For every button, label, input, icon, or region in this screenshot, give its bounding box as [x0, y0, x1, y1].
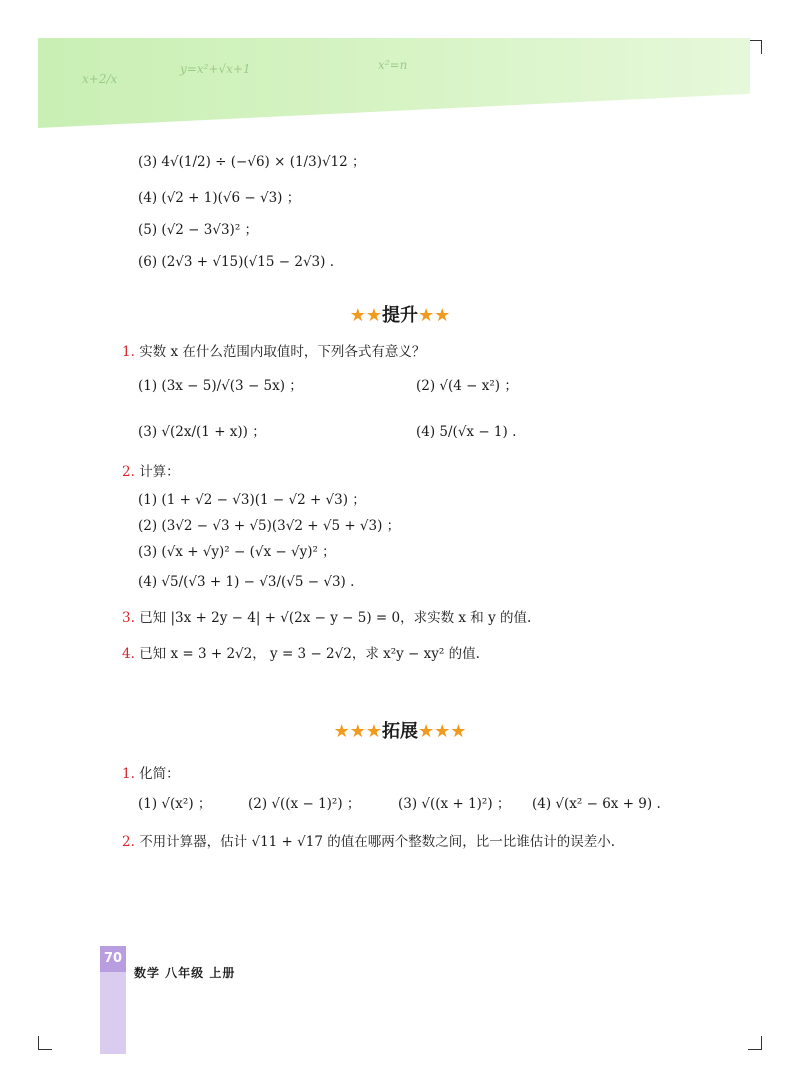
- crop-mark-bottom-right: [748, 1036, 762, 1050]
- exercise-item: (6) (2√3 + √15)(√15 − 2√3) .: [138, 254, 334, 270]
- question-item: (4) 5/(√x − 1) .: [416, 424, 517, 440]
- question-4: 4. 已知 x = 3 + 2√2， y = 3 − 2√2，求 x²y − xy² 的值.: [122, 646, 480, 662]
- question-1: 1. 实数 x 在什么范围内取值时，下列各式有意义？: [122, 344, 426, 360]
- question-item: (2) √(4 − x²) ；: [416, 378, 518, 394]
- question-3: 3. 已知 |3x + 2y − 4| + √(2x − y − 5) = 0，求实数 x 和 y 的值.: [122, 610, 532, 626]
- star-icon: ★★★: [418, 721, 467, 742]
- section-title-tuozhan: ★★★拓展★★★: [333, 721, 467, 742]
- star-icon: ★★★: [333, 721, 382, 742]
- exercise-item: (3) 4√(1/2) ÷ (−√6) × (1/3)√12 ；: [138, 154, 366, 170]
- question-2: 2. 计算：: [122, 464, 180, 480]
- question-item: (1) (3x − 5)/√(3 − 5x) ；: [138, 378, 303, 394]
- question-item: (3) (√x + √y)² − (√x − √y)² ；: [138, 544, 336, 560]
- question-item: (2) (3√2 − √3 + √5)(3√2 + √5 + √3) ；: [138, 518, 401, 534]
- page-number: 70: [100, 946, 126, 972]
- question-item: (1) (1 + √2 − √3)(1 − √2 + √3) ；: [138, 492, 366, 508]
- banner-decoration: x+2/x: [82, 72, 118, 86]
- crop-mark-bottom-left: [38, 1036, 52, 1050]
- question-item: (2) √((x − 1)²) ；: [248, 796, 361, 812]
- header-banner: [38, 38, 750, 128]
- star-icon: ★★: [349, 305, 382, 326]
- question-item: (1) √(x²) ；: [138, 796, 212, 812]
- crop-mark-top-right: [748, 40, 762, 54]
- star-icon: ★★: [418, 305, 451, 326]
- book-title: 数学 八年级 上册: [134, 966, 236, 980]
- question-item: (4) √(x² − 6x + 9) .: [532, 796, 661, 812]
- question-item: (3) √(2x/(1 + x)) ；: [138, 424, 266, 440]
- question-1: 1. 化简：: [122, 766, 180, 782]
- exercise-item: (5) (√2 − 3√3)² ；: [138, 222, 259, 238]
- section-title-tisheng: ★★提升★★: [349, 305, 451, 326]
- banner-decoration: x²=n: [378, 58, 408, 72]
- question-2: 2. 不用计算器，估计 √11 + √17 的值在哪两个整数之间，比一比谁估计的误差小.: [122, 834, 616, 850]
- question-item: (3) √((x + 1)²) ；: [398, 796, 511, 812]
- exercise-item: (4) (√2 + 1)(√6 − √3) ；: [138, 190, 301, 206]
- question-item: (4) √5/(√3 + 1) − √3/(√5 − √3) .: [138, 574, 355, 590]
- banner-decoration: y=x²+√x+1: [180, 62, 251, 76]
